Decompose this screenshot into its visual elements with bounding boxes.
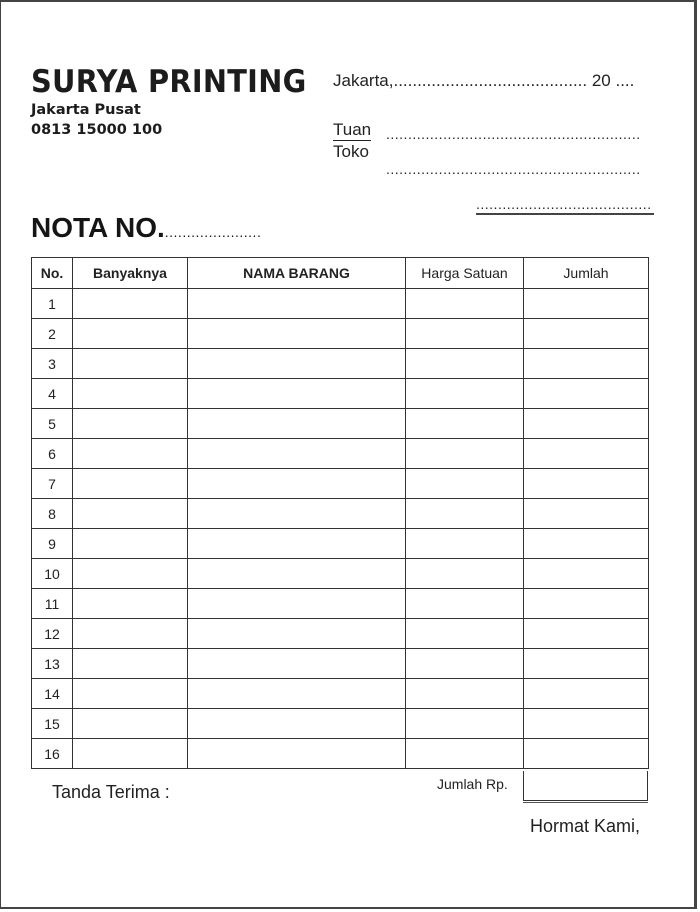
- table-row: [32, 649, 649, 679]
- header-no: No.: [32, 258, 73, 289]
- row-number-cell: 9: [32, 529, 73, 559]
- unit-price-cell[interactable]: [406, 589, 524, 619]
- row-number-cell: 6: [32, 439, 73, 469]
- item-name-cell[interactable]: [188, 709, 406, 739]
- line-total-cell[interactable]: [524, 679, 649, 709]
- line-total-cell[interactable]: [524, 739, 649, 769]
- item-name-cell[interactable]: [188, 469, 406, 499]
- line-total-cell[interactable]: [524, 319, 649, 349]
- table-row: [32, 409, 649, 439]
- line-total-cell[interactable]: [524, 469, 649, 499]
- table-row: [32, 619, 649, 649]
- item-name-cell[interactable]: [188, 679, 406, 709]
- line-total-cell[interactable]: [524, 589, 649, 619]
- unit-price-cell[interactable]: [406, 529, 524, 559]
- item-name-cell[interactable]: [188, 739, 406, 769]
- unit-price-cell[interactable]: [406, 439, 524, 469]
- item-name-cell[interactable]: [188, 649, 406, 679]
- row-number-cell: 4: [32, 379, 73, 409]
- unit-price-cell[interactable]: [406, 619, 524, 649]
- item-name-cell[interactable]: [188, 349, 406, 379]
- table-row: [32, 709, 649, 739]
- qty-cell[interactable]: [73, 379, 188, 409]
- row-number-cell: 10: [32, 559, 73, 589]
- jumlah-rp-label: Jumlah Rp.: [437, 776, 508, 792]
- qty-cell[interactable]: [73, 499, 188, 529]
- line-total-cell[interactable]: [524, 649, 649, 679]
- item-name-cell[interactable]: [188, 409, 406, 439]
- unit-price-cell[interactable]: [406, 469, 524, 499]
- table-row: [32, 349, 649, 379]
- qty-cell[interactable]: [73, 709, 188, 739]
- row-number-cell: 14: [32, 679, 73, 709]
- unit-price-cell[interactable]: [406, 289, 524, 319]
- line-total-cell[interactable]: [524, 619, 649, 649]
- item-name-cell[interactable]: [188, 319, 406, 349]
- table-row: [32, 499, 649, 529]
- recipient-address-field[interactable]: ..........................................................: [386, 161, 641, 177]
- tuan-label: Tuan: [333, 120, 372, 139]
- line-total-cell[interactable]: [524, 379, 649, 409]
- row-number-cell: 3: [32, 349, 73, 379]
- hormat-kami-label: Hormat Kami,: [530, 816, 641, 836]
- company-address: Jakarta Pusat: [31, 102, 141, 118]
- row-number-cell: 16: [32, 739, 73, 769]
- table-row: [32, 289, 649, 319]
- unit-price-cell[interactable]: [406, 649, 524, 679]
- item-name-cell[interactable]: [188, 289, 406, 319]
- line-total-cell[interactable]: [524, 499, 649, 529]
- nota-label: NOTA NO.: [31, 212, 165, 243]
- qty-cell[interactable]: [73, 679, 188, 709]
- line-total-cell[interactable]: [524, 289, 649, 319]
- row-number-cell: 12: [32, 619, 73, 649]
- unit-price-cell[interactable]: [406, 319, 524, 349]
- row-number-cell: 13: [32, 649, 73, 679]
- unit-price-cell[interactable]: [406, 349, 524, 379]
- table-header-row: [32, 258, 649, 289]
- qty-cell[interactable]: [73, 739, 188, 769]
- row-number-cell: 5: [32, 409, 73, 439]
- header-banyaknya: Banyaknya: [73, 258, 188, 289]
- qty-cell[interactable]: [73, 619, 188, 649]
- toko-label: Toko: [333, 142, 369, 161]
- recipient-name-field[interactable]: ..........................................................: [386, 126, 641, 142]
- unit-price-cell[interactable]: [406, 679, 524, 709]
- header-nama-barang: NAMA BARANG: [188, 258, 406, 289]
- table-row: [32, 679, 649, 709]
- table-row: [32, 529, 649, 559]
- header-harga-satuan: Harga Satuan: [406, 258, 524, 289]
- qty-cell[interactable]: [73, 529, 188, 559]
- table-row: [32, 559, 649, 589]
- unit-price-cell[interactable]: [406, 709, 524, 739]
- qty-cell[interactable]: [73, 289, 188, 319]
- item-name-cell[interactable]: [188, 379, 406, 409]
- line-total-cell[interactable]: [524, 559, 649, 589]
- date-field[interactable]: Jakarta,......................................... 20 ....: [333, 71, 635, 90]
- header-jumlah: Jumlah: [524, 258, 649, 289]
- items-table: [31, 257, 649, 769]
- table-row: [32, 469, 649, 499]
- qty-cell[interactable]: [73, 349, 188, 379]
- line-total-cell[interactable]: [524, 439, 649, 469]
- line-total-cell[interactable]: [524, 349, 649, 379]
- item-name-cell[interactable]: [188, 589, 406, 619]
- row-number-cell: 1: [32, 289, 73, 319]
- item-name-cell[interactable]: [188, 499, 406, 529]
- company-phone: 0813 15000 100: [31, 122, 163, 138]
- qty-cell[interactable]: [73, 559, 188, 589]
- nota-number-field[interactable]: ......................: [164, 224, 262, 240]
- item-name-cell[interactable]: [188, 559, 406, 589]
- unit-price-cell[interactable]: [406, 499, 524, 529]
- row-number-cell: 15: [32, 709, 73, 739]
- unit-price-cell[interactable]: [406, 559, 524, 589]
- total-double-underline: [523, 802, 648, 803]
- line-total-cell[interactable]: [524, 529, 649, 559]
- table-row: [32, 379, 649, 409]
- qty-cell[interactable]: [73, 439, 188, 469]
- qty-cell[interactable]: [73, 649, 188, 679]
- jumlah-rp-field[interactable]: [523, 771, 648, 801]
- table-row: [32, 319, 649, 349]
- qty-cell[interactable]: [73, 469, 188, 499]
- unit-price-cell[interactable]: [406, 739, 524, 769]
- recipient-extra-field[interactable]: ........................................: [476, 196, 654, 215]
- unit-price-cell[interactable]: [406, 409, 524, 439]
- row-number-cell: 8: [32, 499, 73, 529]
- qty-cell[interactable]: [73, 319, 188, 349]
- qty-cell[interactable]: [73, 589, 188, 619]
- line-total-cell[interactable]: [524, 709, 649, 739]
- tanda-terima-label: Tanda Terima :: [52, 782, 170, 802]
- table-row: [32, 739, 649, 769]
- row-number-cell: 11: [32, 589, 73, 619]
- table-row: [32, 439, 649, 469]
- row-number-cell: 2: [32, 319, 73, 349]
- company-name: SURYA PRINTING: [31, 64, 307, 100]
- table-row: [32, 589, 649, 619]
- item-name-cell[interactable]: [188, 439, 406, 469]
- row-number-cell: 7: [32, 469, 73, 499]
- nota-number: [31, 212, 261, 244]
- qty-cell[interactable]: [73, 409, 188, 439]
- item-name-cell[interactable]: [188, 619, 406, 649]
- item-name-cell[interactable]: [188, 529, 406, 559]
- line-total-cell[interactable]: [524, 409, 649, 439]
- unit-price-cell[interactable]: [406, 379, 524, 409]
